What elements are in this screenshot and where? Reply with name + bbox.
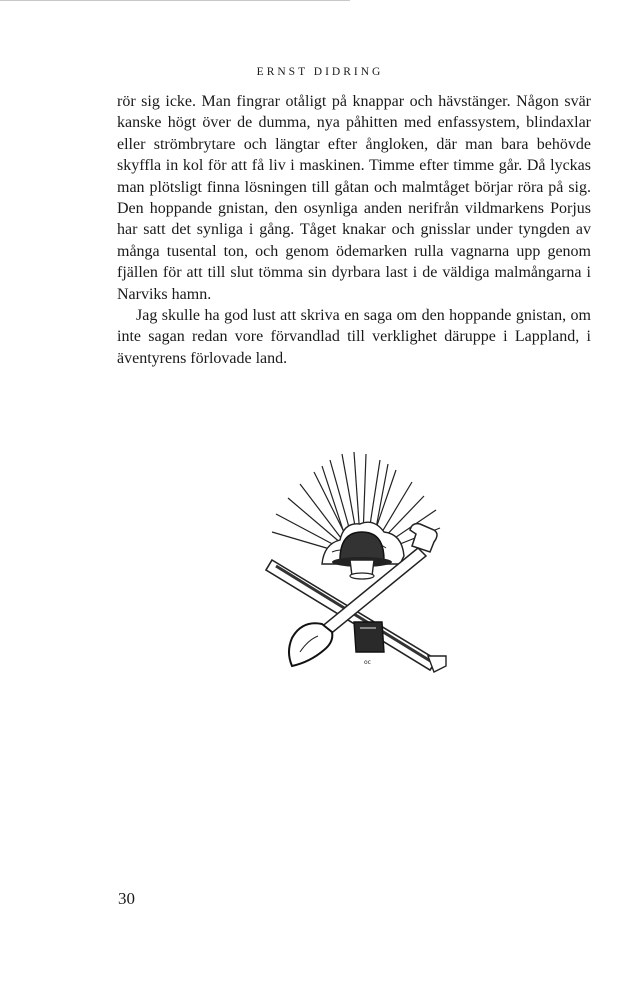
paragraph-2: Jag skulle ha god lust att skriva en saga om den hoppande gnistan, om inte sagan redan vore förvandlad till verklighet däruppe i Lappland, i äventyrens förlovade land. — [117, 307, 591, 367]
page-edge-line — [0, 0, 350, 1]
svg-text:oc: oc — [364, 659, 371, 666]
sledgehammer-head — [354, 622, 384, 652]
page-number: 30 — [118, 889, 135, 908]
mining-emblem-illustration — [262, 452, 452, 682]
running-head: ERNST DIDRING — [256, 66, 384, 78]
body-text — [117, 91, 591, 369]
paragraph-1: rör sig icke. Man fingrar otåligt på knappar och hävstänger. Någon svär kanske högt över de dumma, nya påhitten med enfassystem, blindaxlar eller strömbrytare och längtar efter ångloken, där man bara behövde skyffla in kol för att få liv i maskinen. Timme efter timme går. Då lyckas man plötsligt finna lösningen till gåtan och malmtåget börjar röra på sig. Den hoppande gnistan, den osynliga anden nerifrån vildmarkens Porjus har satt det synliga i gång. Tåget knakar och gnisslar under tyngden av många tusental ton, och genom ödemarken rulla vagnarna upp genom fjällen för att till slut tömma sin dyrbara last i de väldiga malmångarna i Narviks hamn. — [117, 93, 591, 303]
